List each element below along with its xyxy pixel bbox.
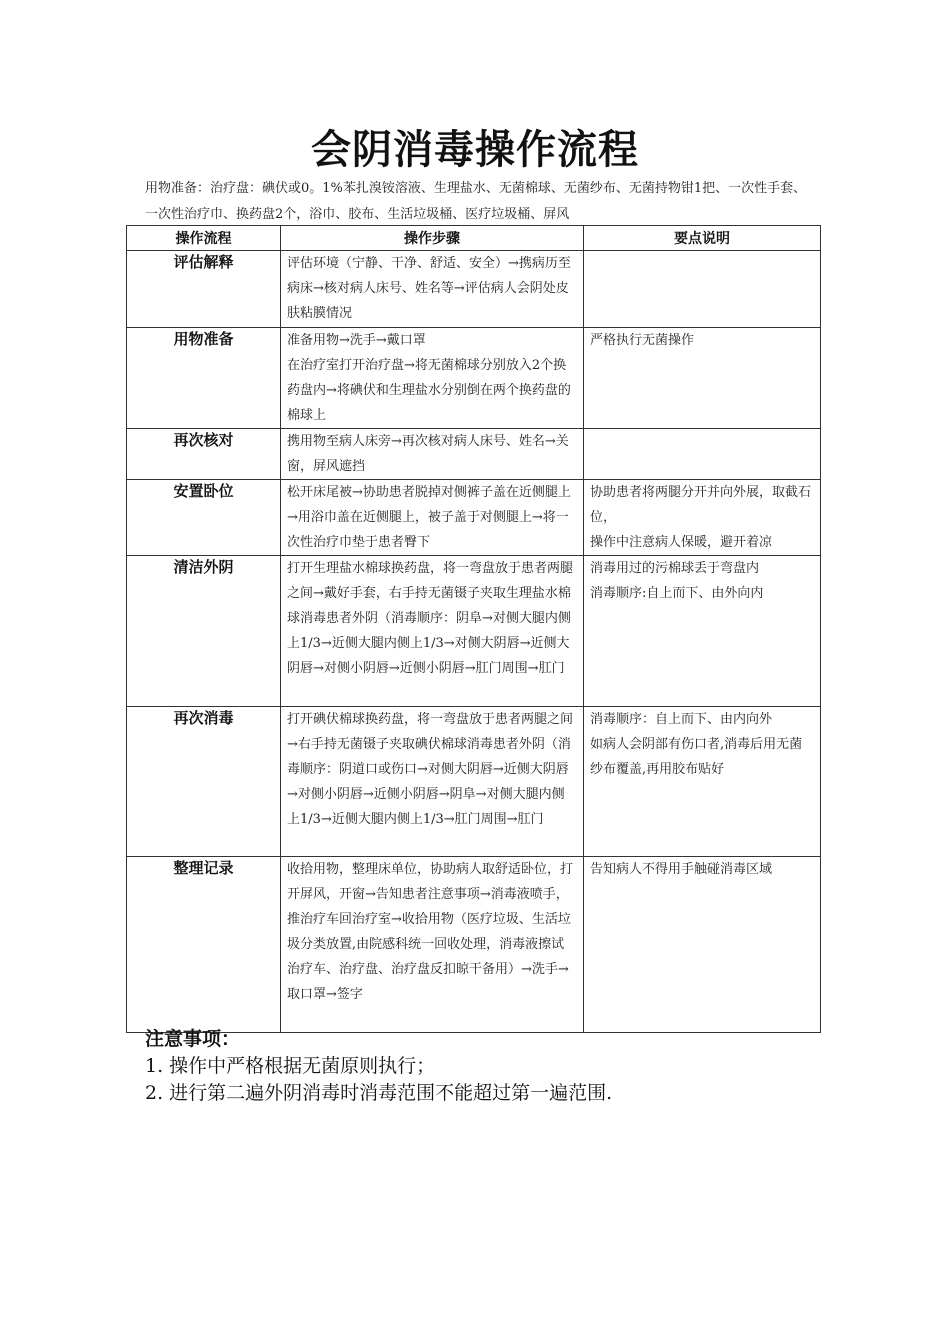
steps-cell bbox=[281, 556, 584, 707]
notice-item: 1. 操作中严格根据无菌原则执行； bbox=[145, 1055, 436, 1077]
header-notes: 要点说明 bbox=[584, 226, 821, 251]
note-text: 操作中注意病人保暖，避开着凉 bbox=[590, 535, 773, 550]
table-row bbox=[127, 857, 821, 1033]
note-text: 消毒顺序:自上而下、由外向内 bbox=[590, 586, 764, 601]
table-row bbox=[127, 328, 821, 429]
step-text: 打开碘伏棉球换药盘，将一弯盘放于患者两腿之间→右手持无菌镊子夹取碘伏棉球消毒患者外阴（消毒顺序：阴道口或伤口→对侧大阴唇→近侧大阴唇→对侧小阴唇→近侧小阴唇→阴阜→对侧大腿内侧上1/3→近侧大腿内侧上1/3→肛门周围→肛门 bbox=[287, 712, 574, 827]
stage-cell: 清洁外阴 bbox=[127, 556, 281, 707]
step-text: 松开床尾被→协助患者脱掉对侧裤子盖在近侧腿上→用浴巾盖在近侧腿上，被子盖于对侧腿上→将一次性治疗巾垫于患者臀下 bbox=[287, 485, 571, 550]
note-text: 消毒用过的污棉球丢于弯盘内 bbox=[590, 561, 760, 576]
note-text: 如病人会阴部有伤口者,消毒后用无菌纱布覆盖,再用胶布贴好 bbox=[590, 737, 803, 777]
notes-cell bbox=[584, 857, 821, 1033]
notes-cell bbox=[584, 328, 821, 429]
note-text: 严格执行无菌操作 bbox=[590, 333, 695, 348]
header-stage: 操作流程 bbox=[127, 226, 281, 251]
table-header-row bbox=[127, 226, 821, 251]
notes-cell bbox=[584, 429, 821, 480]
notes-cell bbox=[584, 707, 821, 857]
note-text: 消毒顺序：自上而下、由内向外 bbox=[590, 712, 773, 727]
notes-cell bbox=[584, 251, 821, 328]
step-text: 在治疗室打开治疗盘→将无菌棉球分别放入2个换药盘内→将碘伏和生理盐水分别倒在两个换药盘的棉球上 bbox=[287, 358, 571, 423]
notes-cell bbox=[584, 556, 821, 707]
notes-cell bbox=[584, 480, 821, 556]
stage-cell: 评估解释 bbox=[127, 251, 281, 328]
steps-cell bbox=[281, 857, 584, 1033]
step-text: 携用物至病人床旁→再次核对病人床号、姓名→关窗，屏风遮挡 bbox=[287, 434, 569, 474]
note-text: 协助患者将两腿分开并向外展，取截石位， bbox=[590, 485, 812, 525]
steps-cell bbox=[281, 251, 584, 328]
step-text: 准备用物→洗手→戴口罩 bbox=[287, 333, 426, 348]
steps-cell bbox=[281, 707, 584, 857]
notice-item: 2. 进行第二遍外阴消毒时消毒范围不能超过第一遍范围. bbox=[145, 1082, 613, 1104]
procedure-table bbox=[126, 225, 821, 1033]
steps-cell bbox=[281, 480, 584, 556]
stage-cell: 再次消毒 bbox=[127, 707, 281, 857]
notice-title: 注意事项： bbox=[145, 1028, 241, 1050]
document-title: 会阴消毒操作流程 bbox=[311, 127, 639, 173]
supplies-paragraph: 用物准备：治疗盘：碘伏或0。1%苯扎溴铵溶液、生理盐水、无菌棉球、无菌纱布、无菌持物钳1把、一次性手套、一次性治疗巾、换药盘2个，浴巾、胶布、生活垃圾桶、医疗垃圾桶、屏风 bbox=[145, 181, 807, 222]
stage-cell: 用物准备 bbox=[127, 328, 281, 429]
step-text: 评估环境（宁静、干净、舒适、安全）→携病历至病床→核对病人床号、姓名等→评估病人会阴处皮肤粘膜情况 bbox=[287, 256, 571, 321]
table-row bbox=[127, 480, 821, 556]
step-text: 收拾用物，整理床单位，协助病人取舒适卧位，打开屏风，开窗→告知患者注意事项→消毒液喷手，推治疗车回治疗室→收拾用物（医疗垃圾、生活垃圾分类放置,由院感科统一回收处理，消毒液擦试治疗车、治疗盘、治疗盘反扣晾干备用）→洗手→取口罩→签字 bbox=[287, 862, 574, 1002]
notice-section bbox=[145, 1026, 845, 1107]
table-row bbox=[127, 556, 821, 707]
steps-cell bbox=[281, 328, 584, 429]
header-steps: 操作步骤 bbox=[281, 226, 584, 251]
step-text: 打开生理盐水棉球换药盘，将一弯盘放于患者两腿之间→戴好手套，右手持无菌镊子夹取生理盐水棉球消毒患者外阴（消毒顺序：阴阜→对侧大腿内侧上1/3→近侧大腿内侧上1/3→对侧大阴唇→近侧大阴唇→对侧小阴唇→近侧小阴唇→肛门周围→肛门 bbox=[287, 561, 574, 676]
table-row bbox=[127, 707, 821, 857]
table-row bbox=[127, 429, 821, 480]
table-row bbox=[127, 251, 821, 328]
stage-cell: 再次核对 bbox=[127, 429, 281, 480]
stage-cell: 安置卧位 bbox=[127, 480, 281, 556]
note-text: 告知病人不得用手触碰消毒区域 bbox=[590, 862, 773, 877]
steps-cell bbox=[281, 429, 584, 480]
stage-cell: 整理记录 bbox=[127, 857, 281, 1033]
